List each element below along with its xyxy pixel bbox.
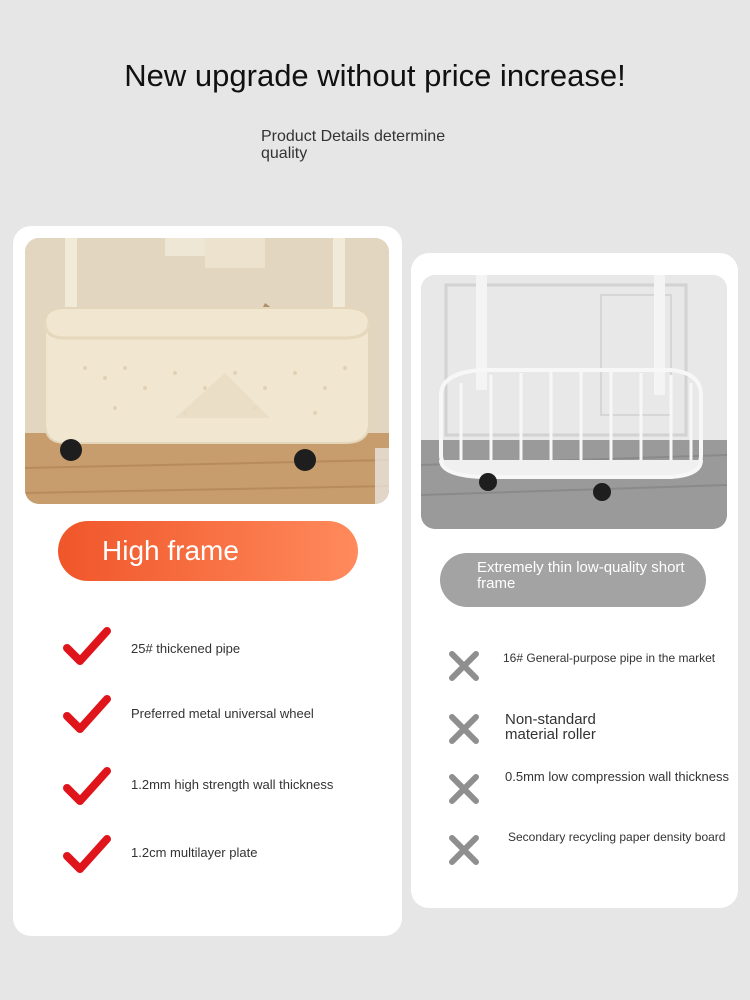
feature-label: Preferred metal universal wheel [131, 706, 314, 721]
feature-label: 25# thickened pipe [131, 641, 241, 656]
check-icon [63, 694, 111, 736]
cross-icon [447, 712, 481, 746]
check-icon [63, 766, 111, 808]
low-quality-basket-photo [421, 275, 727, 529]
cross-icon [447, 649, 481, 683]
cross-icon [447, 833, 481, 867]
feature-label: 1.2mm high strength wall thickness [131, 777, 334, 792]
upgraded-product-card [13, 226, 402, 936]
page-subtitle: Product Details determine quality [261, 128, 446, 162]
feature-label: Non-standard material roller [505, 711, 596, 743]
cross-icon [447, 772, 481, 806]
short-frame-badge: Extremely thin low-quality short frame [440, 553, 706, 607]
check-icon [63, 834, 111, 876]
low-quality-product-card [411, 253, 738, 908]
upgraded-basket-photo [25, 238, 389, 504]
feature-label: 0.5mm low compression wall thickness [505, 769, 729, 784]
feature-label: 16# General-purpose pipe in the market [503, 651, 716, 665]
feature-label: 1.2cm multilayer plate [131, 845, 258, 860]
check-icon [63, 626, 111, 668]
page-title: New upgrade without price increase! [124, 58, 626, 93]
high-frame-badge: High frame [58, 521, 358, 581]
feature-label: Secondary recycling paper density board [508, 830, 726, 844]
